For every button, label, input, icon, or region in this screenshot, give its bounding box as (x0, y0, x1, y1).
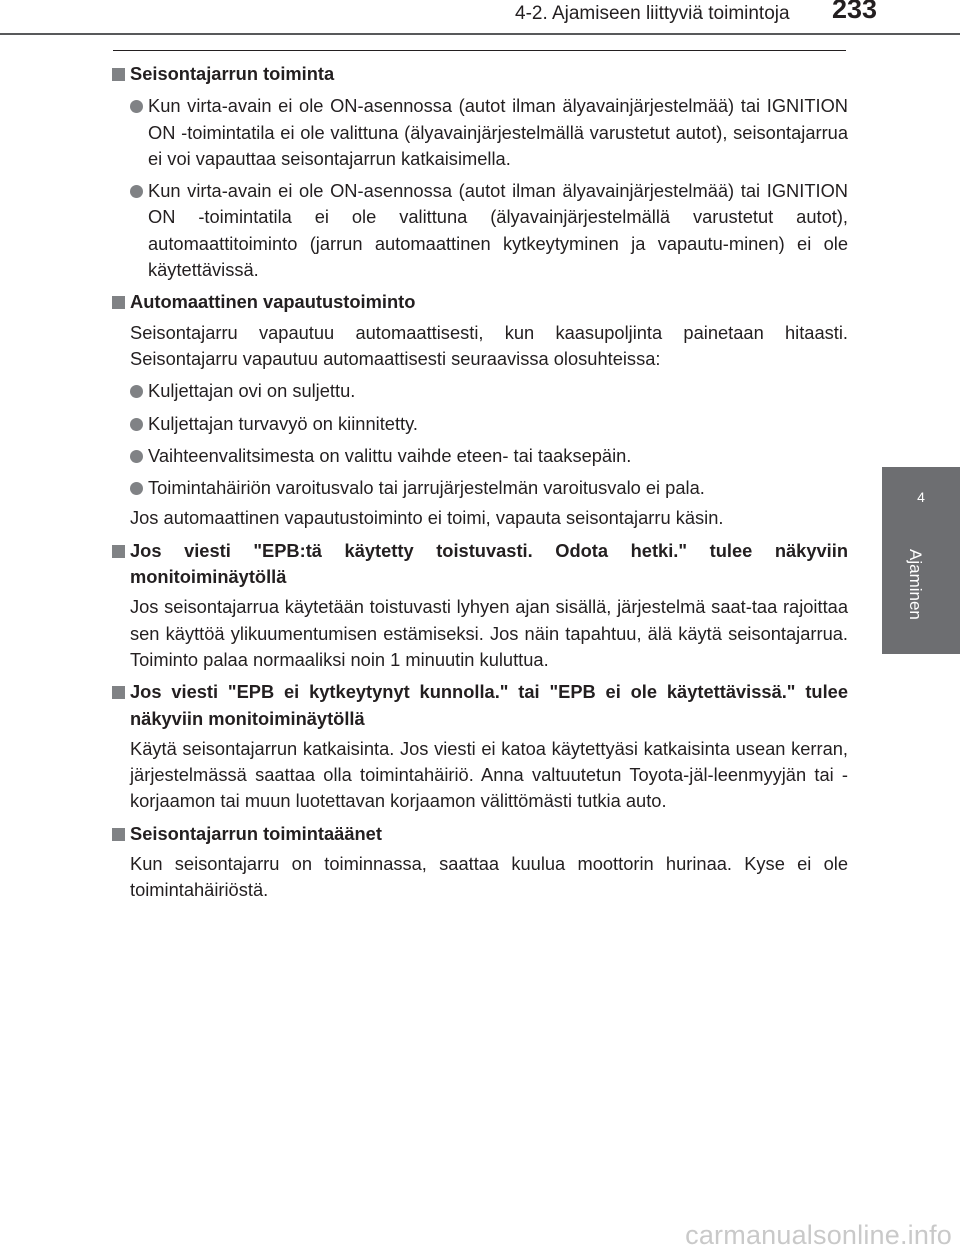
square-bullet-icon (112, 686, 125, 699)
section-title (112, 679, 848, 732)
round-bullet-icon (130, 100, 143, 113)
header-rule (0, 33, 960, 35)
round-bullet-icon (130, 385, 143, 398)
watermark: carmanualsonline.info (685, 1220, 952, 1250)
section-title-text: Seisontajarrun toimintaäänet (130, 822, 382, 844)
bullet-item (130, 475, 848, 501)
bullet-item (130, 93, 848, 172)
content-divider (113, 50, 846, 51)
bullet-item (130, 443, 848, 469)
round-bullet-icon (130, 482, 143, 495)
section (112, 821, 848, 904)
chapter-side-tab[interactable] (882, 467, 960, 654)
section (112, 289, 848, 531)
square-bullet-icon (112, 296, 125, 309)
bullet-text: Toimintahäiriön varoitusvalo tai jarrujärjestelmän varoitusvalo ei pala. (148, 477, 705, 499)
section-title (112, 289, 848, 315)
square-bullet-icon (112, 68, 125, 81)
bullet-text: Kuljettajan ovi on suljettu. (148, 380, 356, 402)
paragraph: Jos automaattinen vapautustoiminto ei toimi, vapauta seisontajarru käsin. (130, 507, 724, 529)
bullet-text: Kun virta-avain ei ole ON-asennossa (autot ilman älyavainjärjestelmää) tai IGNITION ON -toimintatila ei ole valittuna (älyavainjärjestelmällä varustetut autot), automaattitoiminto (jarrun automaattinen kytkeytyminen ja vapautu-minen) ei ole käytettävissä. (148, 180, 848, 281)
section-title (112, 61, 848, 87)
paragraph: Jos seisontajarrua käytetään toistuvasti lyhyen ajan sisällä, järjestelmä saat-taa rajoittaa sen käyttöä ylikuumentumisen estämiseksi. Jos näin tapahtuu, älä käytä seisontajarrua. Toiminto palaa normaaliksi noin 1 minuutin kuluttua. (130, 596, 848, 670)
header-title: 4-2. Ajamiseen liittyviä toimintoja (515, 3, 790, 24)
section (112, 61, 848, 283)
paragraph: Kun seisontajarru on toiminnassa, saattaa kuulua moottorin hurinaa. Kyse ei ole toimintahäiriöstä. (130, 853, 848, 901)
chapter-number: 4 (917, 489, 925, 505)
bullet-item (130, 378, 848, 404)
page-header (0, 0, 960, 34)
section-title-text: Jos viesti "EPB:tä käytetty toistuvasti. Odota hetki." tulee näkyviin monitoiminäytöllä (130, 539, 848, 588)
bullet-item (130, 411, 848, 437)
bullet-text: Kun virta-avain ei ole ON-asennossa (autot ilman älyavainjärjestelmää) tai IGNITION ON -toimintatila ei ole valittuna (älyavainjärjestelmällä varustetut autot), seisontajarrua ei voi vapauttaa seisontajarrun katkaisimella. (148, 95, 848, 169)
paragraph: Seisontajarru vapautuu automaattisesti, kun kaasupoljinta painetaan hitaasti. Seisontajarru vapautuu automaattisesti seuraavissa olosuhteissa: (130, 321, 848, 369)
section-title-text: Seisontajarrun toiminta (130, 63, 335, 84)
round-bullet-icon (130, 450, 143, 463)
round-bullet-icon (130, 418, 143, 431)
square-bullet-icon (112, 828, 125, 841)
chapter-label: Ajaminen (906, 549, 925, 620)
section-title-text: Automaattinen vapautustoiminto (130, 291, 416, 313)
section (112, 538, 848, 673)
bullet-item (130, 178, 848, 283)
page-number: 233 (832, 0, 878, 24)
section-title (112, 821, 848, 847)
section-title (112, 538, 848, 591)
page-content (112, 61, 848, 910)
bullet-text: Kuljettajan turvavyö on kiinnitetty. (148, 412, 418, 434)
paragraph: Käytä seisontajarrun katkaisinta. Jos viesti ei katoa käytettyäsi katkaisinta usean kerran, järjestelmässä saattaa olla toimintahäiriö. Anna valtuutetun Toyota-jäl-leenmyyjän tai -korjaamon tai muun luotettavan korjaamon välittömästi tutkia auto. (130, 737, 848, 812)
section (112, 679, 848, 814)
square-bullet-icon (112, 545, 125, 558)
section-title-text: Jos viesti "EPB ei kytkeytynyt kunnolla." tai "EPB ei ole käytettävissä." tulee näkyviin monitoiminäytöllä (130, 681, 848, 729)
bullet-text: Vaihteenvalitsimesta on valittu vaihde eteen- tai taaksepäin. (148, 444, 632, 466)
round-bullet-icon (130, 185, 143, 198)
